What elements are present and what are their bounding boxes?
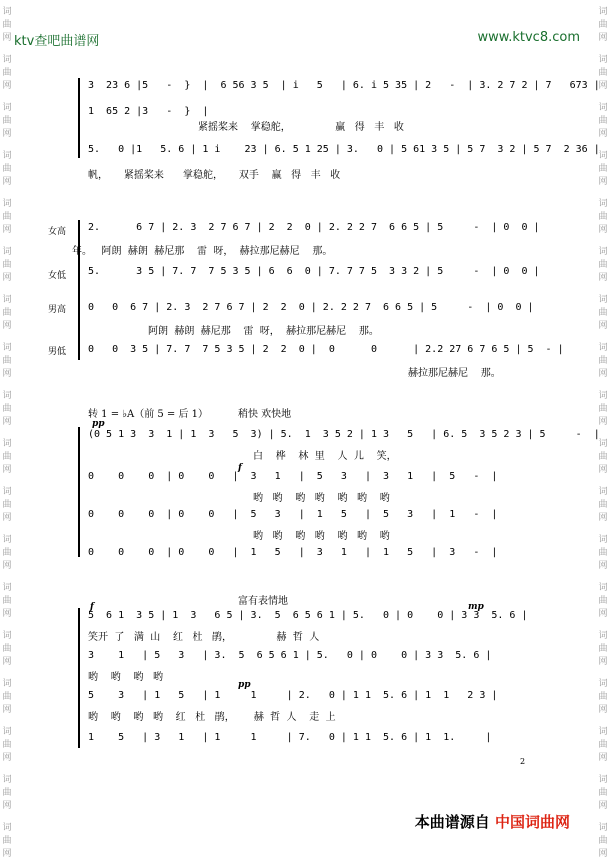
watermark-char: 网 bbox=[2, 705, 12, 715]
watermark-char: 曲 bbox=[598, 68, 608, 78]
watermark-char: 网 bbox=[2, 33, 12, 43]
watermark-char: 词 bbox=[598, 55, 608, 65]
watermark-char: 曲 bbox=[598, 164, 608, 174]
watermark-char: 网 bbox=[2, 753, 12, 763]
staff-row-s3-4: 0 0 0 | 0 0 | 1 5 | 3 1 | 1 5 | 3 - | bbox=[88, 547, 498, 558]
dynamic-pp: pp bbox=[238, 680, 251, 690]
watermark-char: 曲 bbox=[598, 500, 608, 510]
left-watermark-column bbox=[0, 0, 14, 858]
tempo-marking: 稍快 欢快地 bbox=[238, 409, 292, 420]
score-system-3 bbox=[78, 405, 600, 575]
watermark-char: 词 bbox=[2, 103, 12, 113]
watermark-char: 网 bbox=[598, 273, 608, 283]
lyric-s3-2: 哟 哟 哟 哟 哟 哟 哟 bbox=[253, 493, 390, 504]
watermark-char: 曲 bbox=[598, 836, 608, 846]
score-system-1 bbox=[78, 78, 600, 183]
watermark-char: 网 bbox=[598, 561, 608, 571]
watermark-char: 网 bbox=[598, 753, 608, 763]
part-label-bass: 男低 bbox=[48, 347, 67, 357]
watermark-char: 词 bbox=[598, 247, 608, 257]
staff-row-s2-4: 0 0 3 5 | 7. 7 7 5 3 5 | 2 2 0 | 0 0 | 2.2 27 6 7 6 5 | 5 - | bbox=[88, 344, 564, 355]
watermark-char: 网 bbox=[598, 465, 608, 475]
system-bracket bbox=[78, 608, 80, 748]
watermark-char: 词 bbox=[2, 439, 12, 449]
lyric-s3-1: 白 桦 林 里 人 儿 笑， bbox=[253, 451, 397, 462]
watermark-char: 网 bbox=[598, 81, 608, 91]
watermark-char: 曲 bbox=[598, 596, 608, 606]
watermark-char: 曲 bbox=[2, 116, 12, 126]
watermark-char: 曲 bbox=[2, 596, 12, 606]
watermark-char: 网 bbox=[2, 657, 12, 667]
site-url[interactable]: www.ktvc8.com bbox=[477, 30, 580, 45]
watermark-char: 网 bbox=[598, 129, 608, 139]
watermark-char: 曲 bbox=[598, 644, 608, 654]
staff-row-s2-1: 2. 6 7 | 2. 3 2 7 6 7 | 2 2 0 | 2. 2 2 7 6 6 5 | 5 - | 0 0 | bbox=[88, 222, 540, 233]
watermark-char: 曲 bbox=[598, 308, 608, 318]
watermark-char: 词 bbox=[598, 439, 608, 449]
watermark-char: 词 bbox=[598, 631, 608, 641]
source-label: 本曲谱源自 bbox=[414, 813, 490, 831]
watermark-char: 网 bbox=[598, 225, 608, 235]
watermark-char: 曲 bbox=[598, 692, 608, 702]
watermark-char: 网 bbox=[598, 33, 608, 43]
watermark-char: 曲 bbox=[598, 116, 608, 126]
watermark-char: 网 bbox=[598, 321, 608, 331]
watermark-char: 网 bbox=[598, 849, 608, 859]
watermark-char: 曲 bbox=[2, 404, 12, 414]
score-system-4 bbox=[78, 592, 530, 762]
watermark-char: 词 bbox=[598, 391, 608, 401]
watermark-char: 网 bbox=[598, 417, 608, 427]
watermark-char: 词 bbox=[598, 295, 608, 305]
watermark-char: 网 bbox=[598, 657, 608, 667]
watermark-char: 曲 bbox=[598, 404, 608, 414]
watermark-char: 曲 bbox=[2, 356, 12, 366]
watermark-char: 网 bbox=[2, 369, 12, 379]
watermark-char: 网 bbox=[2, 417, 12, 427]
watermark-char: 词 bbox=[2, 295, 12, 305]
lyric-s4-1: 笑开 了 满 山 红 杜 鹃， 赫 哲 人 bbox=[88, 632, 320, 643]
watermark-char: 曲 bbox=[2, 788, 12, 798]
watermark-char: 词 bbox=[598, 679, 608, 689]
system-bracket bbox=[78, 78, 80, 158]
watermark-char: 网 bbox=[2, 81, 12, 91]
watermark-char: 网 bbox=[2, 801, 12, 811]
watermark-char: 网 bbox=[2, 321, 12, 331]
watermark-char: 网 bbox=[598, 705, 608, 715]
watermark-char: 网 bbox=[598, 801, 608, 811]
part-label-soprano: 女高 bbox=[48, 227, 67, 237]
watermark-char: 网 bbox=[2, 225, 12, 235]
dynamic-mp: mp bbox=[468, 602, 484, 612]
lyric-s1-2: 帆， 紧摇桨来 掌稳舵， 双手 赢 得 丰 收 bbox=[88, 170, 341, 181]
watermark-char: 网 bbox=[598, 609, 608, 619]
staff-row-s4-3: 5 3 | 1 5 | 1 1 | 2. 0 | 1 1 5. 6 | 1 1 2 3 | bbox=[88, 690, 498, 701]
score-system-2 bbox=[48, 220, 564, 380]
watermark-char: 曲 bbox=[598, 20, 608, 30]
watermark-char: 曲 bbox=[2, 836, 12, 846]
lyric-s4-3: 哟 哟 哟 哟 红 杜 鹃， 赫 哲 人 走 上 bbox=[88, 712, 336, 723]
watermark-char: 网 bbox=[2, 609, 12, 619]
watermark-char: 曲 bbox=[598, 356, 608, 366]
watermark-char: 曲 bbox=[2, 68, 12, 78]
watermark-char: 网 bbox=[2, 465, 12, 475]
watermark-char: 词 bbox=[598, 727, 608, 737]
staff-row-s3-2: 0 0 0 | 0 0 | 3 1 | 5 3 | 3 1 | 5 - | bbox=[88, 471, 498, 482]
watermark-char: 曲 bbox=[2, 692, 12, 702]
staff-row-s4-1: 5 6 1 3 5 | 1 3 6 5 | 3. 5 6 5 6 1 | 5. 0 | 0 0 | 3 3 5. 6 | bbox=[88, 610, 528, 621]
watermark-char: 词 bbox=[2, 7, 12, 17]
page-number: 2 bbox=[520, 757, 526, 766]
watermark-char: 曲 bbox=[598, 548, 608, 558]
watermark-char: 网 bbox=[598, 177, 608, 187]
watermark-char: 曲 bbox=[2, 452, 12, 462]
watermark-char: 词 bbox=[598, 199, 608, 209]
watermark-char: 网 bbox=[2, 129, 12, 139]
watermark-char: 词 bbox=[598, 487, 608, 497]
lyric-s1-1: 紧摇桨来 掌稳舵， 赢 得 丰 收 bbox=[198, 122, 404, 133]
staff-row-s2-2: 5. 3 5 | 7. 7 7 5 3 5 | 6 6 0 | 7. 7 7 5 3 3 2 | 5 - | 0 0 | bbox=[88, 266, 540, 277]
lyric-s2-2: 阿朗 赫朗 赫尼那 雷 呀， 赫拉那尼赫尼 那。 bbox=[148, 326, 379, 337]
watermark-char: 曲 bbox=[598, 788, 608, 798]
system-bracket bbox=[78, 220, 80, 360]
watermark-char: 网 bbox=[2, 177, 12, 187]
watermark-char: 词 bbox=[2, 151, 12, 161]
watermark-char: 网 bbox=[598, 513, 608, 523]
watermark-char: 词 bbox=[598, 823, 608, 833]
watermark-char: 词 bbox=[598, 7, 608, 17]
watermark-char: 网 bbox=[2, 849, 12, 859]
lyric-s2-1: 年。 阿朗 赫朗 赫尼那 雷 呀， 赫拉那尼赫尼 那。 bbox=[72, 246, 333, 257]
watermark-char: 词 bbox=[598, 535, 608, 545]
watermark-char: 曲 bbox=[2, 212, 12, 222]
watermark-char: 曲 bbox=[2, 740, 12, 750]
dynamic-f: f bbox=[238, 463, 242, 473]
site-name[interactable]: ktv查吧曲谱网 bbox=[14, 34, 100, 49]
lyric-s2-3: 赫拉那尼赫尼 那。 bbox=[408, 368, 501, 379]
lyric-s3-3: 哟 哟 哟 哟 哟 哟 哟 bbox=[253, 531, 390, 542]
watermark-char: 曲 bbox=[598, 452, 608, 462]
staff-row-s4-2: 3 1 | 5 3 | 3. 5 6 5 6 1 | 5. 0 | 0 0 | 3 3 5. 6 | bbox=[88, 650, 492, 661]
watermark-char: 曲 bbox=[2, 20, 12, 30]
dynamic-pp: pp bbox=[92, 419, 105, 429]
staff-row-s2-3: 0 0 6 7 | 2. 3 2 7 6 7 | 2 2 0 | 2. 2 2 7 6 6 5 | 5 - | 0 0 | bbox=[88, 302, 534, 313]
watermark-char: 曲 bbox=[598, 212, 608, 222]
part-label-tenor: 男高 bbox=[48, 305, 67, 315]
watermark-char: 词 bbox=[2, 55, 12, 65]
watermark-char: 曲 bbox=[2, 644, 12, 654]
watermark-char: 词 bbox=[2, 247, 12, 257]
source-site-link[interactable]: 中国词曲网 bbox=[494, 813, 570, 831]
watermark-char: 词 bbox=[2, 343, 12, 353]
watermark-char: 曲 bbox=[2, 308, 12, 318]
watermark-char: 词 bbox=[2, 727, 12, 737]
watermark-char: 词 bbox=[598, 583, 608, 593]
watermark-char: 网 bbox=[598, 369, 608, 379]
lyric-s4-2: 哟 哟 哟 哟 bbox=[88, 672, 163, 683]
watermark-char: 词 bbox=[2, 391, 12, 401]
watermark-char: 词 bbox=[598, 343, 608, 353]
staff-row-s4-4: 1 5 | 3 1 | 1 1 | 7. 0 | 1 1 5. 6 | 1 1. | bbox=[88, 732, 492, 743]
staff-row-s1-1: 3 23 6 |5 - } | 6 56 3 5 | i 5 | 6. i 5 35 | 2 - | 3. 2 7 2 | 7 673 | bbox=[88, 80, 600, 91]
watermark-char: 词 bbox=[2, 199, 12, 209]
key-change-marking: 转 1 = ♭A（前 5 = 后 1） bbox=[88, 409, 209, 420]
watermark-char: 曲 bbox=[2, 260, 12, 270]
watermark-char: 网 bbox=[2, 561, 12, 571]
watermark-char: 词 bbox=[2, 679, 12, 689]
watermark-char: 网 bbox=[2, 513, 12, 523]
watermark-char: 曲 bbox=[2, 548, 12, 558]
watermark-char: 词 bbox=[2, 583, 12, 593]
watermark-char: 曲 bbox=[598, 260, 608, 270]
watermark-char: 曲 bbox=[2, 164, 12, 174]
watermark-char: 词 bbox=[598, 151, 608, 161]
watermark-char: 词 bbox=[2, 823, 12, 833]
watermark-char: 曲 bbox=[2, 500, 12, 510]
watermark-char: 网 bbox=[2, 273, 12, 283]
watermark-char: 词 bbox=[2, 631, 12, 641]
system-bracket bbox=[78, 427, 80, 557]
staff-row-s3-1: (0 5 1 3 3 1 | 1 3 5 3) | 5. 1 3 5 2 | 1 3 5 | 6. 5 3 5 2 3 | 5 - | bbox=[88, 429, 600, 440]
source-footer bbox=[415, 811, 570, 832]
staff-row-s1-2: 1 65 2 |3 - } | bbox=[88, 106, 209, 117]
dynamic-f: f bbox=[90, 602, 94, 612]
staff-row-s1-3: 5. 0 |1 5. 6 | 1 i 23 | 6. 5 1 25 | 3. 0 | 5 61 3 5 | 5 7 3 2 | 5 7 2 36 | bbox=[88, 144, 600, 155]
watermark-char: 词 bbox=[2, 535, 12, 545]
watermark-char: 词 bbox=[598, 775, 608, 785]
watermark-char: 词 bbox=[2, 487, 12, 497]
part-label-alto: 女低 bbox=[48, 271, 67, 281]
watermark-char: 曲 bbox=[598, 740, 608, 750]
staff-row-s3-3: 0 0 0 | 0 0 | 5 3 | 1 5 | 5 3 | 1 - | bbox=[88, 509, 498, 520]
expression-marking: 富有表情地 bbox=[238, 596, 288, 607]
watermark-char: 词 bbox=[2, 775, 12, 785]
watermark-char: 词 bbox=[598, 103, 608, 113]
